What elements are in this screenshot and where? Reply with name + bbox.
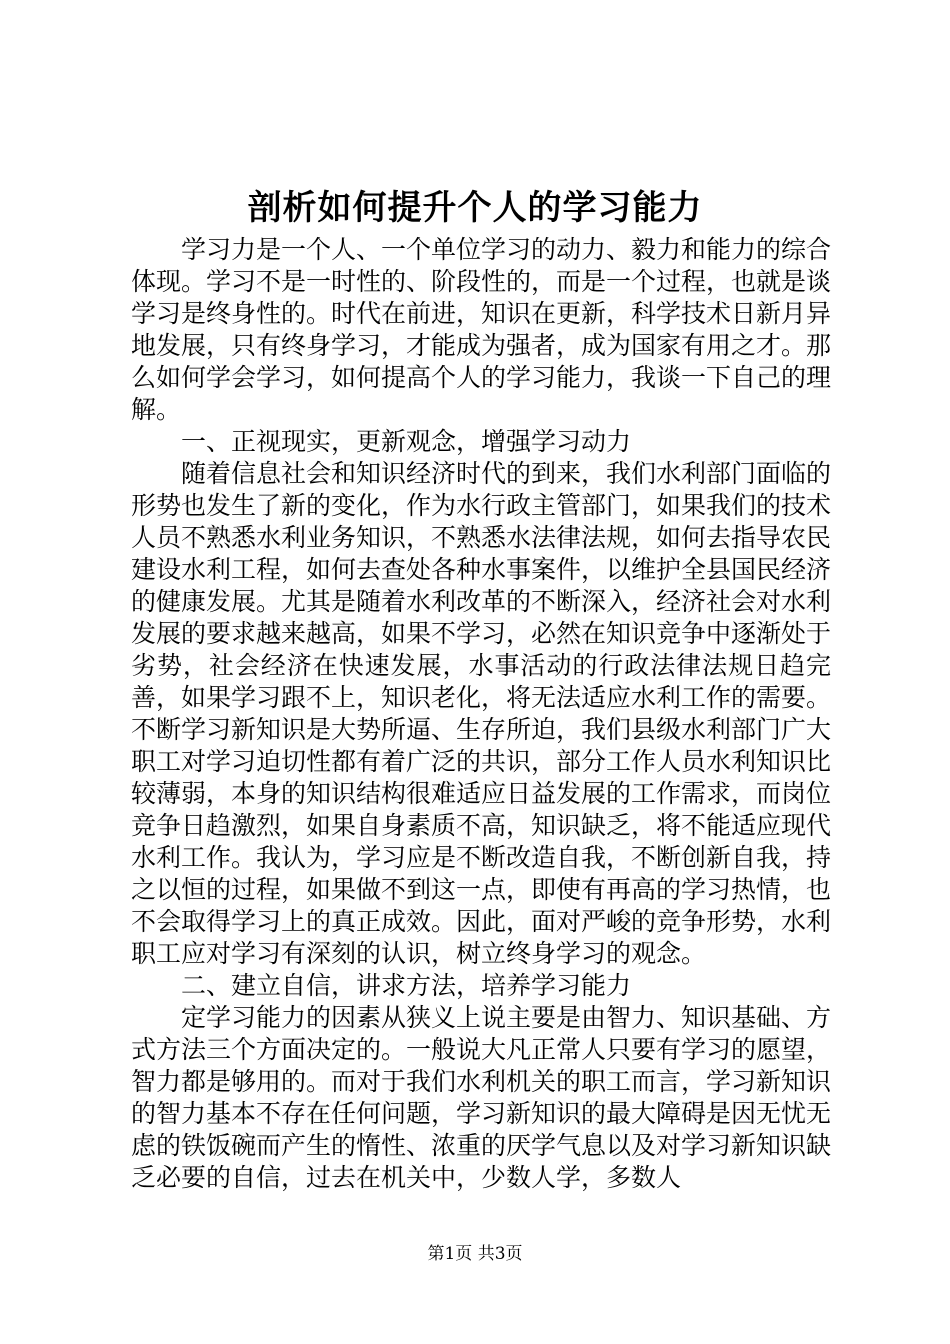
document-body xyxy=(131,234,831,1194)
section-heading-1: 一、正视现实，更新观念，增强学习动力 xyxy=(181,427,632,456)
paragraph-section-1: 随着信息社会和知识经济时代的到来，我们水利部门面临的形势也发生了新的变化，作为水行政主管部门，如果我们的技术人员不熟悉水利业务知识，不熟悉水法律法规，如何去指导农民建设水利工程，如何去查处各种水事案件，以维护全县国民经济的健康发展。尤其是随着水利改革的不断深入，经济社会对水利发展的要求越来越高，如果不学习，必然在知识竞争中逐渐处于劣势，社会经济在快速发展，水事活动的行政法律法规日趋完善，如果学习跟不上，知识老化，将无法适应水利工作的需要。不断学习新知识是大势所逼、生存所迫，我们县级水利部门广大职工对学习迫切性都有着广泛的共识，部分工作人员水利知识比较薄弱，本身的知识结构很难适应日益发展的工作需求，而岗位竞争日趋激烈，如果自身素质不高，知识缺乏，将不能适应现代水利工作。我认为，学习应是不断改造自我，不断创新自我，持之以恒的过程，如果做不到这一点，即使有再高的学习热情，也不会取得学习上的真正成效。因此，面对严峻的竞争形势，水利职工应对学习有深刻的认识，树立终身学习的观念。 xyxy=(131,459,832,968)
paragraph-section-2: 定学习能力的因素从狭义上说主要是由智力、知识基础、方式方法三个方面决定的。一般说大凡正常人只要有学习的愿望，智力都是够用的。而对于我们水利机关的职工而言，学习新知识的智力基本不存在任何问题，学习新知识的最大障碍是因无忧无虑的铁饭碗而产生的惰性、浓重的厌学气息以及对学习新知识缺乏必要的自信，过去在机关中，少数人学，多数人 xyxy=(131,1003,832,1192)
section-heading-2: 二、建立自信，讲求方法，培养学习能力 xyxy=(181,971,632,1000)
paragraph-intro: 学习力是一个人、一个单位学习的动力、毅力和能力的综合体现。学习不是一时性的、阶段性的，而是一个过程，也就是谈学习是终身性的。时代在前进，知识在更新，科学技术日新月异地发展，只有终身学习，才能成为强者，成为国家有用之才。那么如何学会学习，如何提高个人的学习能力，我谈一下自己的理解。 xyxy=(131,235,832,424)
page-number-footer: 第1页 共3页 xyxy=(427,1244,523,1264)
document-title: 剖析如何提升个人的学习能力 xyxy=(247,188,703,228)
